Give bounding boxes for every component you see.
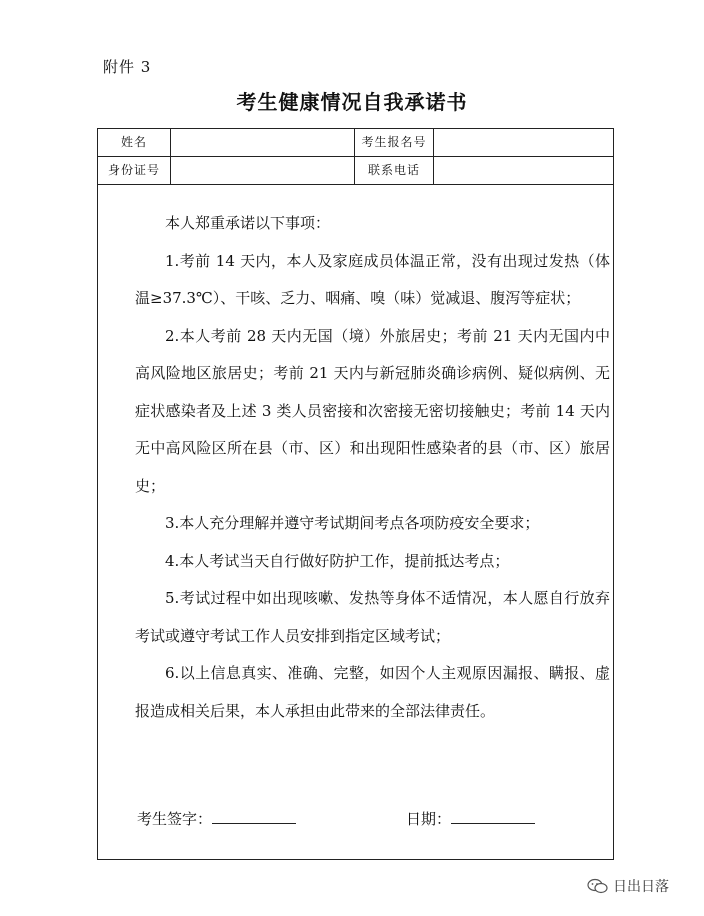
commitment-item: 4.本人考试当天自行做好防护工作，提前抵达考点；: [165, 551, 510, 570]
attachment-label: 附件 3: [103, 58, 152, 76]
id-number-field[interactable]: [171, 157, 355, 184]
form-row-id: [98, 157, 613, 185]
form-row-name: [98, 129, 613, 157]
watermark-text: 日出日落: [613, 879, 669, 895]
date-label: 日期：: [406, 810, 452, 828]
date-field[interactable]: [451, 809, 535, 824]
phone-field[interactable]: [434, 157, 613, 184]
commitment-form: [97, 128, 614, 860]
wechat-icon: [587, 878, 609, 894]
phone-label: 联系电话: [355, 157, 434, 184]
signature-field[interactable]: [212, 809, 296, 824]
commitment-item: 1.考前 14 天内，本人及家庭成员体温正常，没有出现过发热（体温≥37.3℃）、干咳、乏力、咽痛、嗅（味）觉减退、腹泻等症状；: [135, 251, 610, 307]
commitment-text: [135, 205, 610, 730]
date-line: [406, 808, 535, 829]
name-label: 姓名: [98, 129, 171, 156]
commitment-item: 5.考试过程中如出现咳嗽、发热等身体不适情况，本人愿自行放弃考试或遵守考试工作人员安排到指定区域考试；: [135, 589, 610, 645]
id-number-label: 身份证号: [98, 157, 171, 184]
page-title: 考生健康情况自我承诺书: [236, 90, 468, 114]
signature-line: [137, 808, 296, 829]
registration-number-label: 考生报名号: [355, 129, 434, 156]
commitment-item: 2.本人考前 28 天内无国（境）外旅居史；考前 21 天内无国内中高风险地区旅居史；考前 21 天内与新冠肺炎确诊病例、疑似病例、无症状感染者及上述 3 类人员密接和次密接无密切接触史；考前 14 天内无中高风险区所在县（市、区）和出现阳性感染者的县（市、区）旅居史；: [135, 326, 610, 495]
name-field[interactable]: [171, 129, 355, 156]
registration-number-field[interactable]: [434, 129, 613, 156]
watermark: [587, 876, 669, 896]
commitment-intro: 本人郑重承诺以下事项：: [165, 214, 331, 232]
commitment-item: 3.本人充分理解并遵守考试期间考点各项防疫安全要求；: [165, 514, 540, 532]
signature-label: 考生签字：: [137, 810, 213, 828]
commitment-item: 6.以上信息真实、准确、完整，如因个人主观原因漏报、瞒报、虚报造成相关后果，本人承担由此带来的全部法律责任。: [135, 664, 610, 720]
